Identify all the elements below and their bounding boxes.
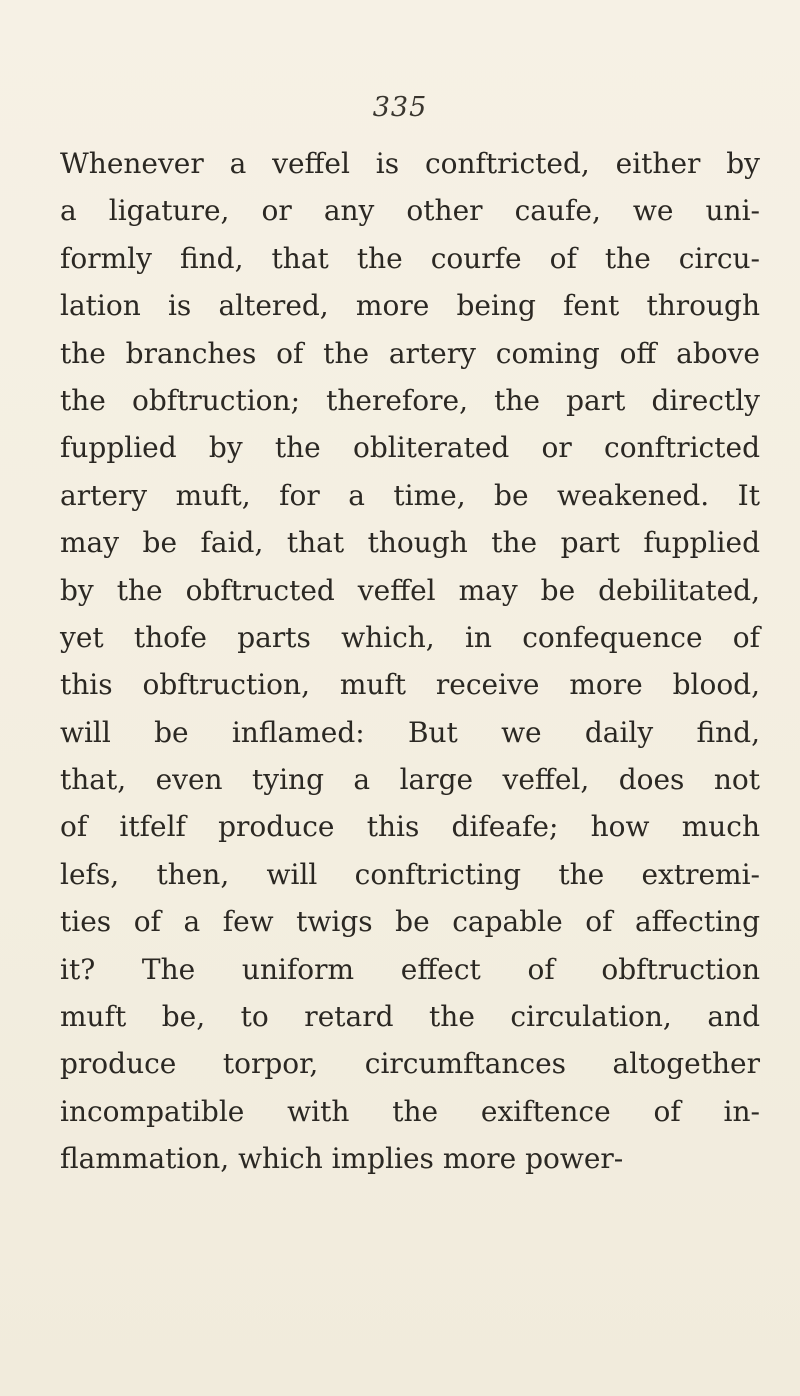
text-line: the obftruction; therefore, the part directly [60, 383, 760, 417]
text-line: produce torpor, circumftances altogether [60, 1047, 760, 1081]
page-number: 335 [372, 92, 428, 123]
text-line: muft be, to retard the circulation, and [60, 1000, 760, 1034]
text-line: yet thofe parts which, in confequence of [60, 620, 760, 654]
text-line: it? The uniform effect of obftruction [60, 952, 760, 986]
text-line: a ligature, or any other caufe, we uni- [60, 194, 760, 228]
text-line: flammation, which implies more power- [60, 1142, 624, 1176]
text-line: incompatible with the exiftence of in- [60, 1094, 760, 1128]
text-line: lation is altered, more being fent through [60, 289, 760, 323]
text-line: Whenever a veffel is conftricted, either by [60, 147, 760, 180]
body-text [60, 140, 760, 1183]
text-line: this obftruction, muft receive more blood, [60, 668, 760, 702]
text-line: by the obftructed veffel may be debilitated, [60, 573, 760, 607]
text-line: lefs, then, will conftricting the extremi- [60, 857, 760, 891]
text-line: will be inflamed: But we daily find, [60, 715, 760, 749]
text-line: of itfelf produce this difeafe; how much [60, 810, 760, 844]
text-line: fupplied by the obliterated or conftricted [60, 431, 760, 465]
text-line: may be faid, that though the part fupplied [60, 526, 760, 560]
text-line: ties of a few twigs be capable of affecting [60, 905, 760, 939]
text-line: that, even tying a large veffel, does not [60, 763, 760, 797]
text-line: the branches of the artery coming off above [60, 336, 760, 370]
text-line: formly find, that the courfe of the circu- [60, 241, 760, 275]
text-line: artery muft, for a time, be weakened. It [60, 478, 760, 512]
